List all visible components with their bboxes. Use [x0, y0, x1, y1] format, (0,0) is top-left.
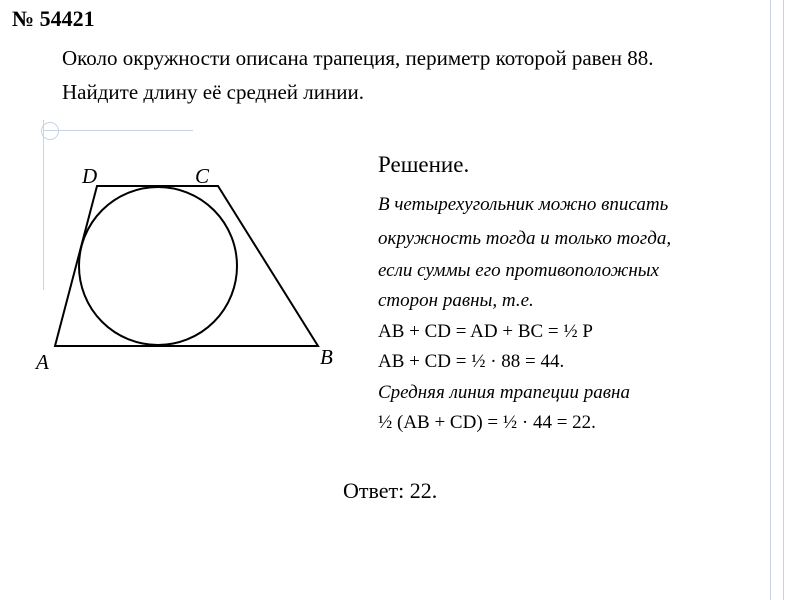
solution-line: если суммы его противоположных [378, 260, 660, 281]
vertex-label-a: A [36, 350, 49, 374]
solution-line: В четырехугольник можно вписать [378, 194, 669, 215]
problem-statement-line: Около окружности описана трапеция, периметр которой равен 88. [62, 46, 654, 70]
solution-equation: AB + CD = AD + BC = ½ P [378, 321, 593, 342]
trapezoid-shape [55, 186, 318, 346]
solution-line: Средняя линия трапеции равна [378, 382, 630, 403]
vertex-label-b: B [320, 345, 333, 369]
solution-equation: AB + CD = ½ · 88 = 44. [378, 351, 565, 372]
problem-number: № 54421 [12, 6, 95, 31]
vertex-label-c: C [195, 164, 210, 188]
solution-line: окружность тогда и только тогда, [378, 228, 672, 249]
vertex-label-d: D [82, 164, 98, 188]
solution-equation: ½ (AB + CD) = ½ · 44 = 22. [378, 412, 596, 433]
inscribed-circle [79, 187, 237, 345]
answer: Ответ: 22. [343, 478, 438, 503]
solution-line: сторон равны, т.е. [378, 290, 534, 311]
solution-heading: Решение. [378, 152, 470, 177]
problem-statement-line: Найдите длину её средней линии. [62, 80, 364, 104]
